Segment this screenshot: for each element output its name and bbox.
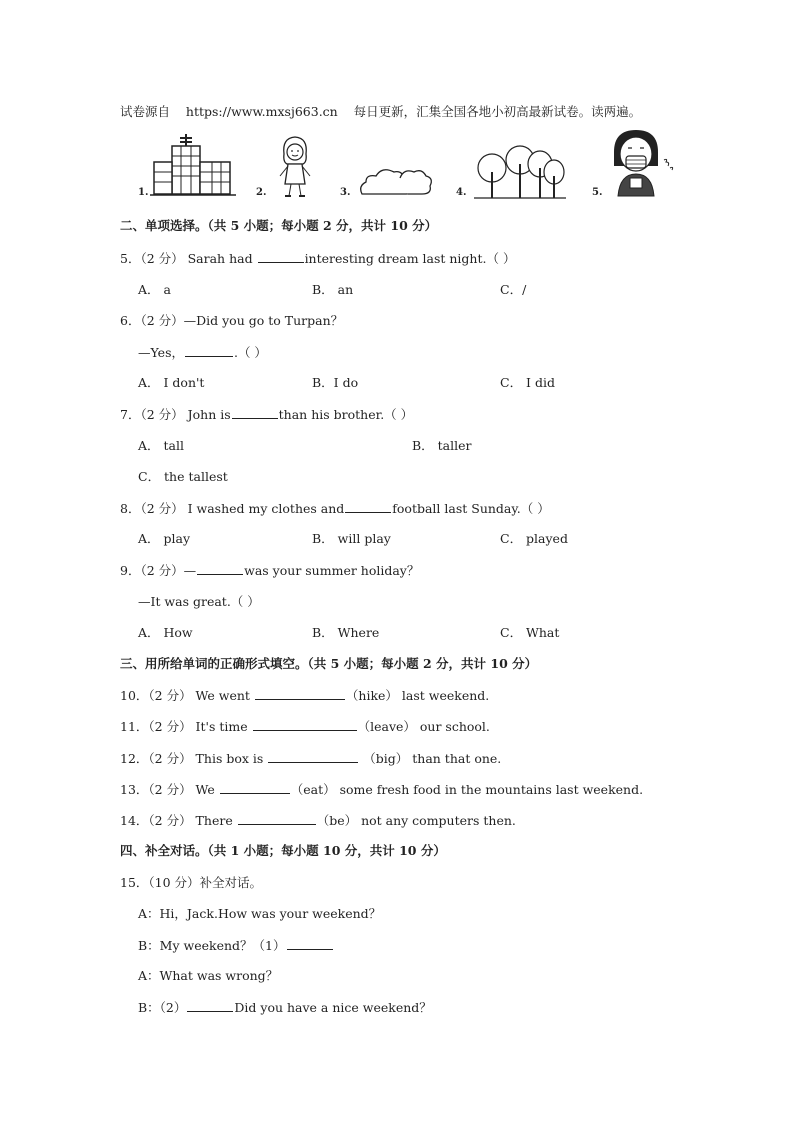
dialogue-line-2 xyxy=(138,937,334,954)
question-9-line2: —It was great.（ ） xyxy=(138,594,260,609)
dialogue-line-4 xyxy=(138,999,432,1016)
answer-blank[interactable] xyxy=(238,812,316,825)
question-text: our school. xyxy=(415,719,490,734)
dialogue-line-3: A：What was wrong？ xyxy=(138,968,279,983)
header xyxy=(120,104,641,120)
question-text: .（ ） xyxy=(233,345,267,360)
option-6c[interactable]: C． I did xyxy=(500,375,555,390)
question-text: some fresh food in the mountains last weekend. xyxy=(335,782,644,797)
question-text: 9．（2 分）— xyxy=(120,563,197,578)
picture-5 xyxy=(592,132,682,204)
option-6b[interactable]: B．I do xyxy=(312,375,359,390)
picture-3 xyxy=(340,132,440,204)
question-text: not any computers then. xyxy=(357,813,516,828)
school-building-icon xyxy=(150,132,240,202)
question-text: 13．（2 分） We xyxy=(120,782,219,797)
trees-icon xyxy=(470,132,570,204)
sick-girl-with-mask-icon xyxy=(604,126,684,198)
question-text: than his brother.（ ） xyxy=(278,407,414,422)
option-7c[interactable]: C． the tallest xyxy=(138,469,228,484)
question-text: football last Sunday.（ ） xyxy=(392,501,550,516)
option-5b[interactable]: B． an xyxy=(312,282,354,297)
question-13 xyxy=(120,781,643,798)
option-8a[interactable]: A． play xyxy=(138,531,191,546)
question-text: 12．（2 分） This box is xyxy=(120,751,268,766)
dialogue-line-1: A：Hi，Jack.How was your weekend？ xyxy=(138,906,382,921)
option-5c[interactable]: C．/ xyxy=(500,282,527,297)
header-slogan: 每日更新，汇集全国各地小初高最新试卷。读两遍。 xyxy=(353,104,642,119)
answer-blank[interactable] xyxy=(220,781,290,794)
question-text: last weekend. xyxy=(397,688,490,703)
question-9 xyxy=(120,562,419,579)
given-word: （hike） xyxy=(345,688,398,703)
option-8b[interactable]: B． will play xyxy=(312,531,391,546)
answer-blank[interactable] xyxy=(185,344,233,357)
dialogue-text: B：（2） xyxy=(138,1000,187,1015)
option-5a[interactable]: A． a xyxy=(138,282,171,297)
question-14 xyxy=(120,812,516,829)
dialogue-text: Did you have a nice weekend？ xyxy=(234,1000,432,1015)
question-7 xyxy=(120,406,413,423)
answer-blank[interactable] xyxy=(255,687,345,700)
question-text: 7．（2 分） John is xyxy=(120,407,231,422)
question-10 xyxy=(120,687,489,704)
question-text: than that one. xyxy=(408,751,502,766)
answer-blank[interactable] xyxy=(287,937,333,950)
option-7a[interactable]: A． tall xyxy=(138,438,184,453)
given-word: （big） xyxy=(363,751,409,766)
option-8c[interactable]: C． played xyxy=(500,531,568,546)
given-word: （be） xyxy=(316,813,358,828)
dialogue-text: B：My weekend？（1） xyxy=(138,938,286,953)
section-3-title: 三、用所给单词的正确形式填空。（共 5 小题；每小题 2 分，共计 10 分） xyxy=(120,656,538,671)
answer-blank[interactable] xyxy=(345,500,391,513)
question-text: 14．（2 分） There xyxy=(120,813,237,828)
clouds-icon xyxy=(356,132,436,202)
question-text: 10．（2 分） We went xyxy=(120,688,254,703)
answer-blank[interactable] xyxy=(258,250,304,263)
picture-number: 3. xyxy=(340,187,351,198)
question-6: 6．（2 分）—Did you go to Turpan？ xyxy=(120,313,344,328)
question-text: 5．（2 分） Sarah had xyxy=(120,251,257,266)
answer-blank[interactable] xyxy=(187,999,233,1012)
question-6-line2 xyxy=(138,344,267,361)
question-text: 11．（2 分） It's time xyxy=(120,719,252,734)
source-label: 试卷源自 xyxy=(120,104,171,119)
picture-number: 5. xyxy=(592,187,603,198)
answer-blank[interactable] xyxy=(232,406,278,419)
answer-blank[interactable] xyxy=(253,718,357,731)
question-text: —Yes， xyxy=(138,345,184,360)
option-6a[interactable]: A． I don't xyxy=(138,375,205,390)
section-2-title: 二、单项选择。（共 5 小题；每小题 2 分，共计 10 分） xyxy=(120,218,438,233)
question-text: 8．（2 分） I washed my clothes and xyxy=(120,501,345,516)
picture-4 xyxy=(456,132,576,204)
option-9a[interactable]: A． How xyxy=(138,625,193,640)
picture-1 xyxy=(138,132,238,204)
question-8 xyxy=(120,500,550,517)
answer-blank[interactable] xyxy=(268,750,358,763)
given-word: （eat） xyxy=(290,782,336,797)
given-word: （leave） xyxy=(357,719,416,734)
question-text: was your summer holiday？ xyxy=(244,563,420,578)
source-url[interactable]: https://www.mxsj663.cn xyxy=(185,104,338,119)
question-5 xyxy=(120,250,515,267)
girl-icon xyxy=(270,132,320,202)
section-4-title: 四、补全对话。（共 1 小题；每小题 10 分，共计 10 分） xyxy=(120,843,446,858)
picture-2 xyxy=(256,132,326,204)
option-7b[interactable]: B． taller xyxy=(412,438,472,453)
picture-number: 2. xyxy=(256,187,267,198)
question-12 xyxy=(120,750,501,767)
question-11 xyxy=(120,718,490,735)
question-15: 15．（10 分）补全对话。 xyxy=(120,875,263,890)
answer-blank[interactable] xyxy=(197,562,243,575)
question-text: interesting dream last night.（ ） xyxy=(304,251,516,266)
picture-number: 1. xyxy=(138,187,149,198)
option-9b[interactable]: B． Where xyxy=(312,625,380,640)
option-9c[interactable]: C． What xyxy=(500,625,560,640)
picture-number: 4. xyxy=(456,187,467,198)
